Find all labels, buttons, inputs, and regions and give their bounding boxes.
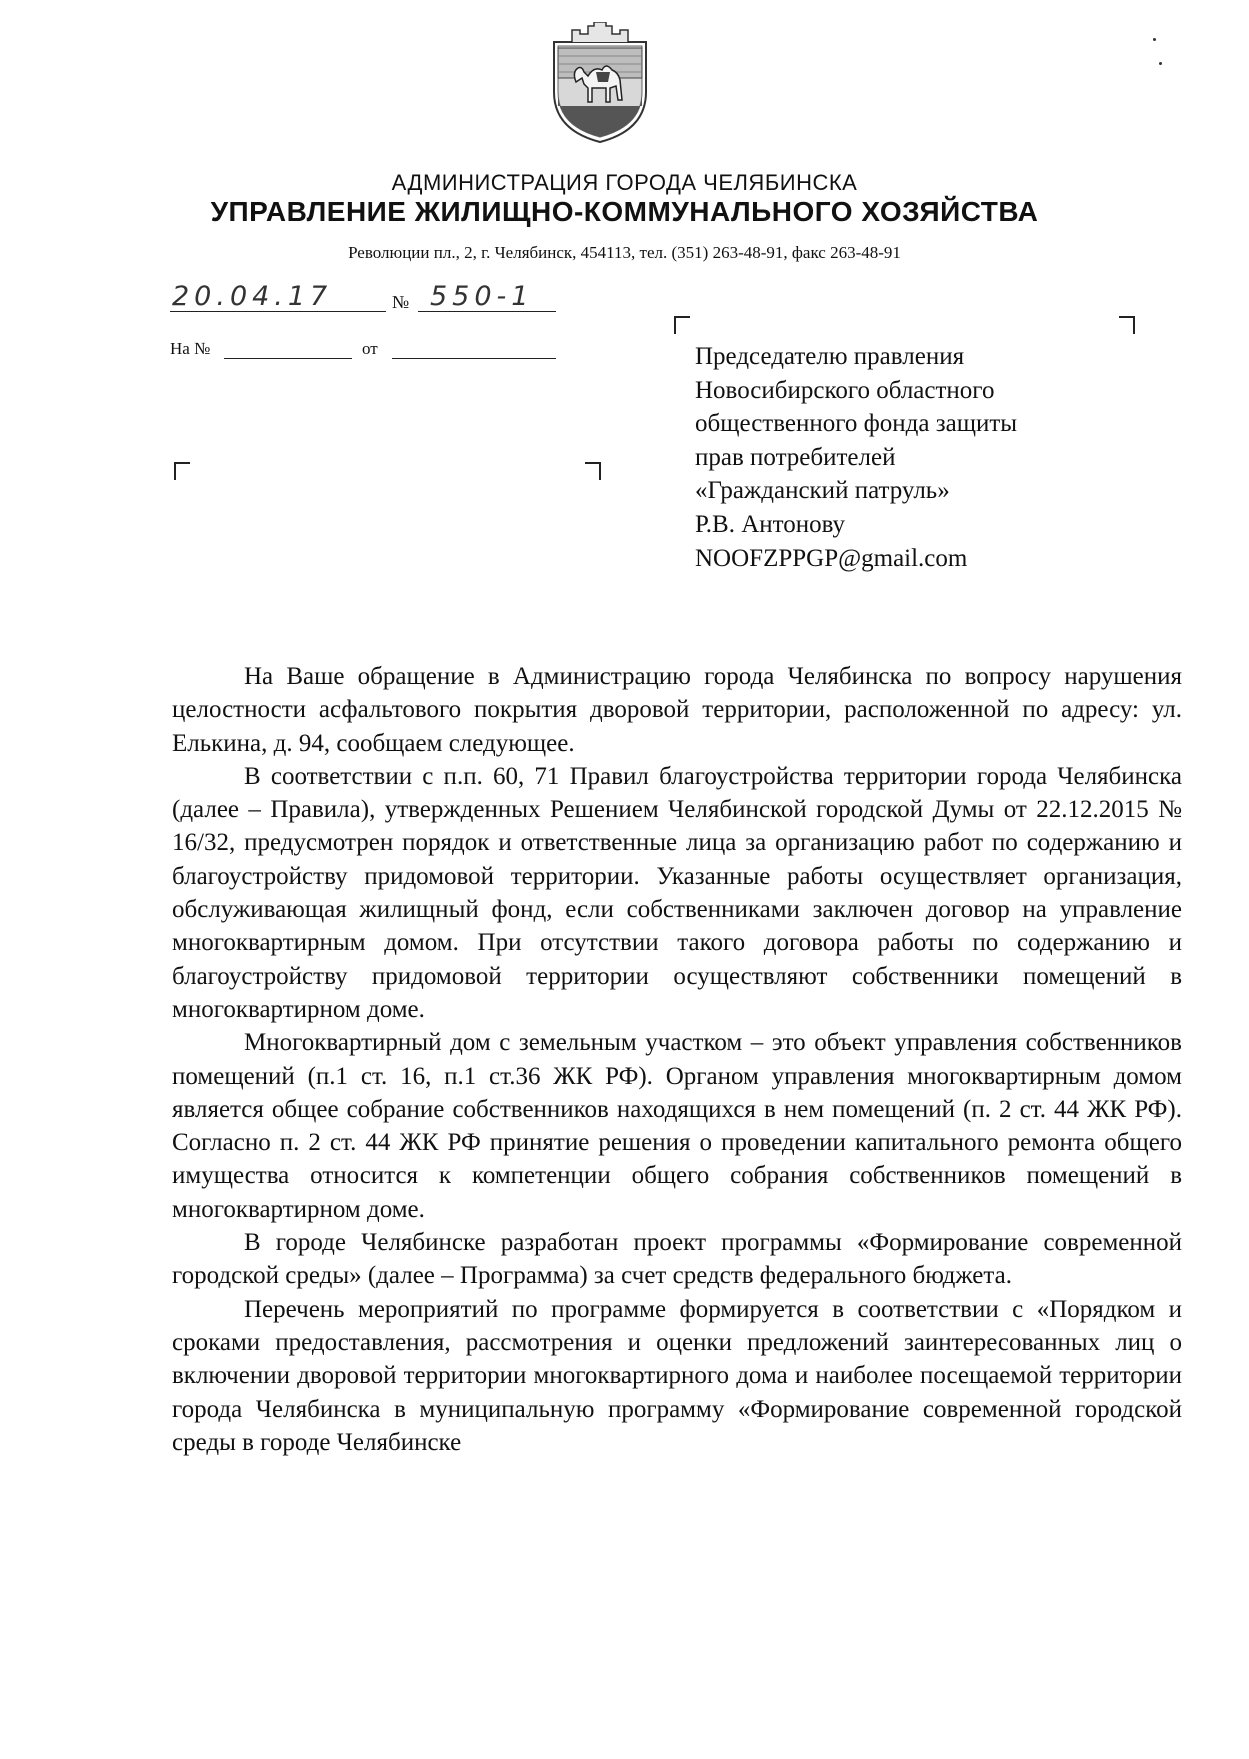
organization-name: УПРАВЛЕНИЕ ЖИЛИЩНО-КОММУНАЛЬНОГО ХОЗЯЙСТВА: [210, 196, 1039, 227]
addressee-bracket-left: [674, 316, 690, 334]
addressee-line: прав потребителей: [695, 443, 896, 471]
body-paragraph: В городе Челябинске разработан проект программы «Формирование современной городской среды» (далее – Программа) за счет средств федерального бюджета.: [172, 1229, 1182, 1290]
subject-bracket-right: [585, 462, 601, 480]
scan-speck: [1153, 38, 1156, 41]
body-paragraph: Перечень мероприятий по программе формируется в соответствии с «Порядком и сроками предоставления, рассмотрения и оценки предложений заинтересованных лиц о включении дворовой территории многоквартирного дома и наиболее посещаемой территории города Челябинска в муниципальную программу «Формирование современной городской среды в городе Челябинске: [172, 1295, 1182, 1456]
addressee-block: [695, 340, 1215, 575]
scan-speck: [1159, 62, 1162, 65]
addressee-bracket-right: [1119, 316, 1135, 334]
addressee-line: «Гражданский патруль»: [695, 477, 950, 505]
body-paragraph: На Ваше обращение в Администрацию города Челябинска по вопросу нарушения целостности асфальтового покрытия дворовой территории, расположенной по адресу: ул. Елькина, д. 94, сообщаем следующее.: [172, 663, 1182, 757]
handwritten-number: 550-1: [430, 281, 534, 312]
addressee-line: Р.В. Антонову: [695, 510, 846, 538]
city-emblem-icon: [548, 22, 652, 146]
addressee-line: общественного фонда защиты: [695, 410, 1018, 438]
addressee-email: NOOFZPPGP@gmail.com: [695, 544, 968, 572]
number-label: №: [392, 292, 410, 312]
addressee-line: Председателю правления: [695, 343, 965, 370]
reply-number-label: На №: [170, 339, 211, 358]
handwritten-date: 20.04.17: [172, 281, 333, 312]
reply-number-field: [224, 358, 352, 359]
date-underline: [170, 311, 386, 312]
addressee-line: Новосибирского областного: [695, 376, 995, 404]
subject-bracket-left: [174, 462, 190, 480]
body-paragraph: Многоквартирный дом с земельным участком – это объект управления собственников помещений (п.1 ст. 16, п.1 ст.36 ЖК РФ). Органом управления многоквартирным домом является общее собрание собственников находящихся в нем помещений (п. 2 ст. 44 ЖК РФ). Согласно п. 2 ст. 44 ЖК РФ принятие решения о проведении капитального ремонта общего имущества относится к компетенции общего собрания собственников помещений в многоквартирном доме.: [172, 1029, 1182, 1223]
organization-parent: АДМИНИСТРАЦИЯ ГОРОДА ЧЕЛЯБИНСКА: [391, 170, 858, 195]
reply-date-field: [392, 358, 556, 359]
letter-body: [172, 660, 1182, 1459]
body-paragraph: В соответствии с п.п. 60, 71 Правил благоустройства территории города Челябинска (далее – Правила), утвержденных Решением Челябинской городской Думы от 22.12.2015 № 16/32, предусмотрен порядок и ответственные лица за организацию работ по содержанию и благоустройству придомовой территории. Указанные работы осуществляет организация, обслуживающая жилищный фонд, если собственниками заключен договор на управление многоквартирным домом. При отсутствии такого договора работы по содержанию и благоустройству придомовой территории осуществляют собственники помещений в многоквартирном доме.: [172, 762, 1182, 1023]
organization-address: Революции пл., 2, г. Челябинск, 454113, тел. (351) 263-48-91, факс 263-48-91: [348, 243, 901, 262]
number-underline: [418, 311, 556, 312]
reply-date-label: от: [362, 339, 378, 358]
